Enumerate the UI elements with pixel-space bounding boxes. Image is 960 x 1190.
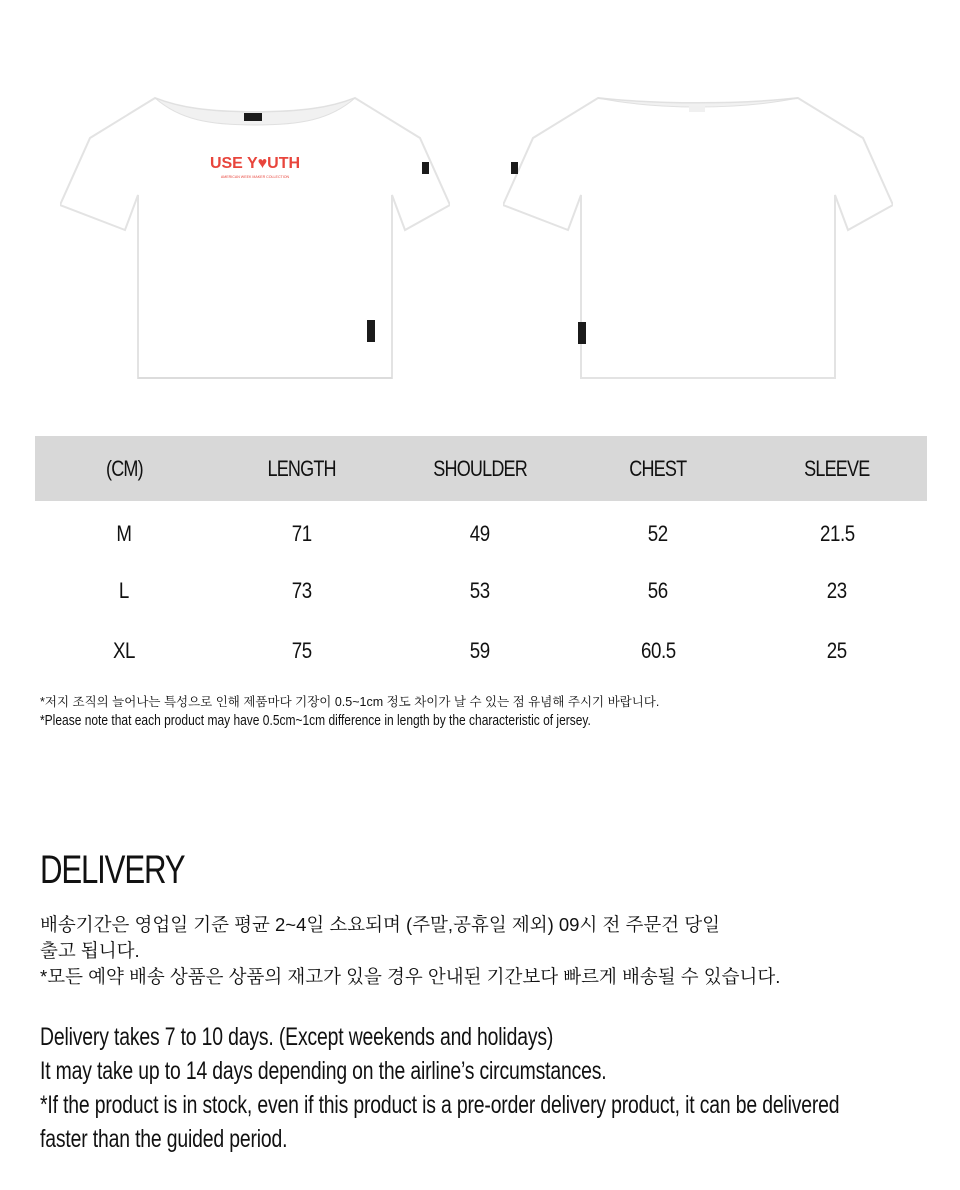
front-print-subtext: AMERICAN WEEK MAKER COLLECTION <box>220 175 290 179</box>
neck-label <box>244 113 262 121</box>
shoulder-value: 49 <box>470 521 490 546</box>
product-image-back <box>503 90 893 380</box>
back-sleeve-tag <box>511 162 518 174</box>
sleeve-value: 25 <box>827 638 847 663</box>
size-note-english: *Please note that each product may have 0.5cm~1cm difference in length by the characteristic of jersey. <box>40 712 591 729</box>
delivery-english-text <box>40 1020 900 1156</box>
size-note-korean: *저지 조직의 늘어나는 특성으로 인해 제품마다 기장이 0.5~1cm 정도 차이가 날 수 있는 점 유념해 주시기 바랍니다. <box>40 695 660 709</box>
header-chest: CHEST <box>569 436 747 501</box>
delivery-en-line: faster than the guided period. <box>40 1125 288 1153</box>
length-value: 71 <box>292 521 312 546</box>
header-unit: (CM) <box>35 436 213 501</box>
size-label: M <box>116 521 132 546</box>
product-image-front <box>60 90 450 380</box>
header-length: LENGTH <box>213 436 391 501</box>
delivery-en-line: *If the product is in stock, even if this product is a pre-order delivery product, it can be delivered <box>40 1091 840 1119</box>
sleeve-tag <box>422 162 429 174</box>
shoulder-value: 59 <box>470 638 490 663</box>
tshirt-back-illustration <box>503 90 893 380</box>
table-row <box>35 501 927 561</box>
delivery-ko-line: *모든 예약 배송 상품은 상품의 재고가 있을 경우 안내된 기간보다 빠르게 배송될 수 있습니다. <box>40 966 781 987</box>
size-label: XL <box>112 638 136 663</box>
delivery-en-line: It may take up to 14 days depending on the airline’s circumstances. <box>40 1057 607 1085</box>
tshirt-front-illustration <box>60 90 450 380</box>
back-hem-tag <box>578 322 586 344</box>
delivery-en-line: Delivery takes 7 to 10 days. (Except weekends and holidays) <box>40 1023 554 1051</box>
delivery-ko-line: 출고 됩니다. <box>40 940 140 961</box>
shoulder-value: 53 <box>470 578 490 603</box>
size-table-header <box>35 436 927 501</box>
sleeve-value: 21.5 <box>819 521 855 546</box>
front-print-text: USE Y♥UTH <box>209 155 301 172</box>
header-sleeve: SLEEVE <box>747 436 927 501</box>
back-neck-label <box>689 106 705 112</box>
size-chart-table <box>35 436 927 681</box>
length-value: 73 <box>292 578 312 603</box>
delivery-title: DELIVERY <box>40 848 185 892</box>
table-row <box>35 561 927 621</box>
delivery-ko-line: 배송기간은 영업일 기준 평균 2~4일 소요되며 (주말,공휴일 제외) 09시 전 주문건 당일 <box>40 914 720 935</box>
chest-value: 56 <box>648 578 668 603</box>
chest-value: 52 <box>648 521 668 546</box>
size-label: L <box>119 578 129 603</box>
header-shoulder: SHOULDER <box>391 436 569 501</box>
hem-tag <box>367 320 375 342</box>
delivery-korean-text <box>40 912 930 990</box>
chest-value: 60.5 <box>640 638 676 663</box>
length-value: 75 <box>292 638 312 663</box>
sleeve-value: 23 <box>827 578 847 603</box>
table-row <box>35 621 927 681</box>
